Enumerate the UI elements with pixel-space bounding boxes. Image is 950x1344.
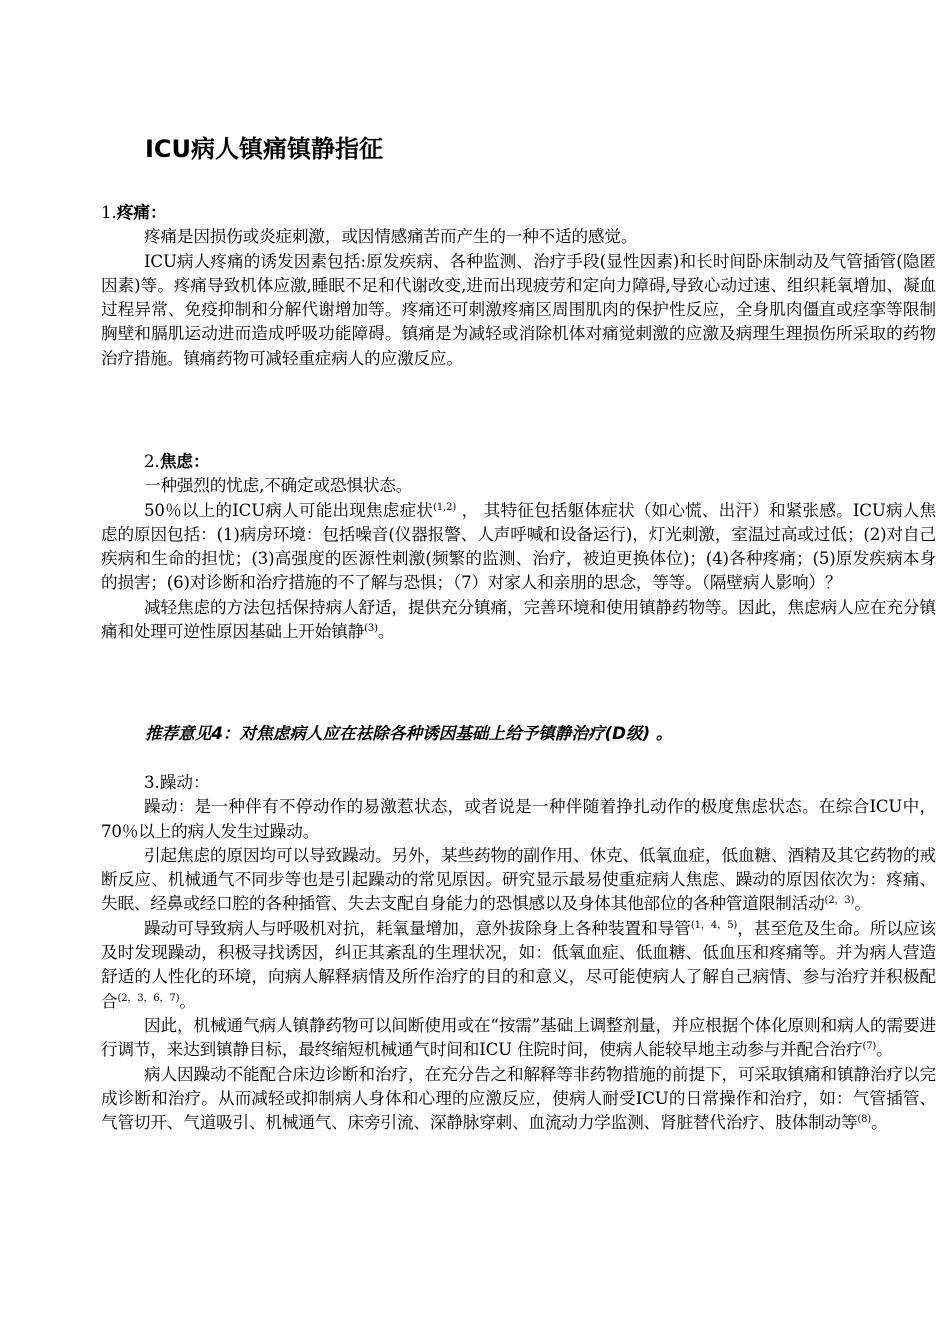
section-heading-anxiety xyxy=(101,449,936,474)
paragraph-text: ， 其特征包括躯体症状（如心慌、出汗）和紧张感。ICU病人焦虑的原因包括：(1)病房环境：包括噪音(仪器报警、人声呼喊和设备运行)，灯光刺激，室温过高或过低；(2)对自己疾病和生命的担忧；(3)高强度的医源性刺激(频繁的监测、治疗，被迫更换体位)；(4)各种疼痛；(5)原发疾病本身的损害；(6)对诊断和治疗措施的不了解与恐惧；（7）对家人和亲朋的思念，等等。（隔壁病人影响）？ xyxy=(101,500,936,593)
section-number: 1. xyxy=(101,203,117,222)
paragraph-text: 。 xyxy=(854,894,871,914)
section-agitation xyxy=(101,771,936,1135)
paragraph-text: ，甚至危及生命。所以应该及时发现躁动，积极寻找诱因，纠正其紊乱的生理状况，如：低氧血症、低血糖、低血压和疼痛等。并为病人营造舒适的人性化的环境，向病人解释病情及所作治疗的目的和意义，尽可能使病人了解自己病情、参与治疗并积极配合 xyxy=(101,918,936,1011)
citation: (8) xyxy=(857,1114,872,1126)
section-number: 3. xyxy=(144,773,160,792)
section-label: 躁动： xyxy=(159,773,210,792)
citation: (2，3，6，7) xyxy=(117,992,180,1004)
paragraph: 疼痛是因损伤或炎症刺激，或因情感痛苦而产生的一种不适的感觉。 xyxy=(144,227,638,247)
paragraph-text: 。 xyxy=(179,991,196,1011)
section-pain xyxy=(101,200,936,371)
section-number: 2. xyxy=(144,452,160,471)
paragraph-text: 引起焦虑的原因均可以导致躁动。另外，某些药物的副作用、休克、低氧血症，低血糖、酒精及其它药物的戒断反应、机械通气不同步等也是引起躁动的常见原因。研究显示最易使重症病人焦虑、躁动的原因依次为：疼痛、失眠、经鼻或经口腔的各种插管、失去支配自身能力的恐惧感以及身体其他部位的各种管道限制活动 xyxy=(101,845,936,914)
section-heading-agitation xyxy=(101,771,936,795)
citation: (1，4，5) xyxy=(690,919,738,931)
section-label: 疼痛： xyxy=(116,202,167,222)
paragraph xyxy=(101,1014,936,1063)
section-heading-pain xyxy=(101,200,936,225)
section-label: 焦虑： xyxy=(159,451,210,471)
paragraph-text: 。 xyxy=(377,622,395,642)
paragraph xyxy=(101,596,936,645)
paragraph-text: 因此，机械通气病人镇静药物可以间断使用或在“按需”基础上调整剂量，并应根据个体化原则和病人的需要进行调节，来达到镇静目标，最终缩短机械通气时间和ICU 住院时间，使病人能较早地主动参与并配合治疗 xyxy=(101,1015,936,1060)
document-title: ICU病人镇痛镇静指征 xyxy=(145,135,384,163)
citation: (3) xyxy=(364,623,378,635)
paragraph xyxy=(101,917,936,1014)
paragraph-text: 。 xyxy=(876,1040,893,1060)
paragraph-text: 病人因躁动不能配合床边诊断和治疗，在充分告之和解释等非药物措施的前提下，可采取镇痛和镇静治疗以完成诊断和治疗。从而减轻或抑制病人身体和心理的应激反应，使病人耐受ICU的日常操作和治疗，如：气管插管、气管切开、气道吸引、机械通气、床旁引流、深静脉穿刺、血流动力学监测、肾脏替代治疗、肢体制动等 xyxy=(101,1064,936,1133)
paragraph-text: 。 xyxy=(871,1113,888,1133)
citation: (2，3) xyxy=(824,895,855,907)
paragraph-text: 减轻焦虑的方法包括保持病人舒适，提供充分镇痛，完善环境和使用镇静药物等。因此，焦虑病人应在充分镇痛和处理可逆性原因基础上开始镇静 xyxy=(101,597,936,642)
recommendation-note: 推荐意见4：对焦虑病人应在祛除各种诱因基础上给予镇静治疗(D级) 。 xyxy=(145,724,673,743)
paragraph-text: 50％以上的ICU病人可能出现焦虑症状 xyxy=(144,500,434,520)
citation: (7) xyxy=(862,1041,877,1053)
paragraph xyxy=(101,499,936,596)
paragraph: ICU病人疼痛的诱发因素包括:原发疾病、各种监测、治疗手段(显性因素)和长时间卧床制动及气管插管(隐匿因素)等。疼痛导致机体应激,睡眠不足和代谢改变,进而出现疲劳和定向力障碍,导致心动过速、组织耗氧增加、凝血过程异常、免疫抑制和分解代谢增加等。疼痛还可刺激疼痛区周围肌肉的保护性反应，全身肌肉僵直或痉挛等限制胸壁和膈肌运动进而造成呼吸功能障碍。镇痛是为减轻或消除机体对痛觉刺激的应激及病理生理损伤所采取的药物治疗措施。镇痛药物可减轻重症病人的应激反应。 xyxy=(101,251,936,368)
paragraph xyxy=(101,1063,936,1136)
citation: (1,2) xyxy=(433,501,457,513)
section-anxiety xyxy=(101,449,936,644)
paragraph-text: 躁动可导致病人与呼吸机对抗，耗氧量增加，意外拔除身上各种装置和导管 xyxy=(144,918,691,938)
paragraph: 躁动：是一种伴有不停动作的易激惹状态，或者说是一种伴随着挣扎动作的极度焦虑状态。在综合ICU中，70％以上的病人发生过躁动。 xyxy=(101,797,936,841)
paragraph: 一种强烈的忧虑,不确定或恐惧状态。 xyxy=(144,476,413,496)
paragraph xyxy=(101,844,936,917)
